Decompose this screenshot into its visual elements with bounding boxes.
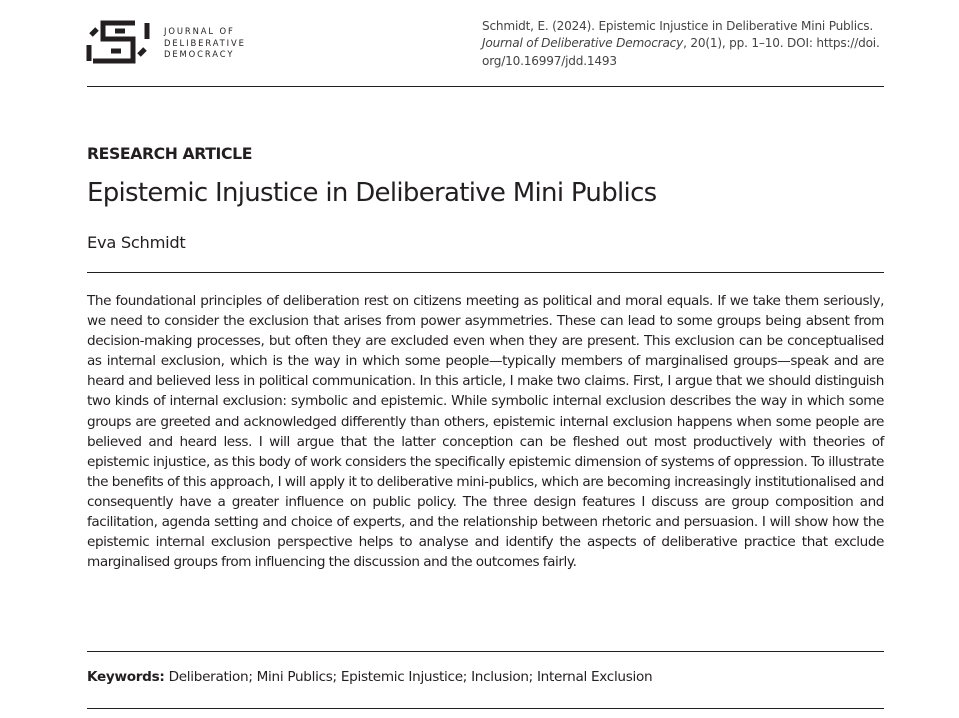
header-divider bbox=[87, 86, 884, 87]
citation bbox=[482, 18, 884, 70]
keywords-label: Keywords: bbox=[87, 669, 165, 685]
journal-header bbox=[87, 16, 884, 71]
author-name: Eva Schmidt bbox=[87, 233, 186, 252]
article-page bbox=[87, 0, 884, 718]
journal-name bbox=[164, 26, 246, 61]
citation-journal-title: Journal of Deliberative Democracy bbox=[482, 36, 684, 51]
abstract: The foundational principles of deliberation rest on citizens meeting as political and moral equals. If we take them seriously, we need to consider the exclusion that arises from power asymmetries. These can lead to some groups being absent from decision-making processes, but often they are excluded even when they are present. This exclusion can be conceptualised as internal exclusion, which is the way in which some people—typically members of marginalised groups—speak and are heard and believed less in political communication. In this article, I make two claims. First, I argue that we should distinguish two kinds of internal exclusion: symbolic and epistemic. While symbolic internal exclusion describes the way in which some groups are greeted and acknowledged differently than others, epistemic internal exclusion happens when some people are believed and heard less. I will argue that the latter conception can be fleshed out most productively with theories of epistemic injustice, as this body of work considers the specifically epistemic dimension of systems of oppression. To illustrate the benefits of this approach, I will apply it to deliberative mini-publics, which are becoming increasingly institutionalised and consequently have a greater influence on public policy. The three design features I discuss are group composition and facilitation, agenda setting and choice of experts, and the relationship between rhetoric and persuasion. I will show how the epistemic internal exclusion perspective helps to analyse and identify the aspects of deliberative practice that exclude marginalised groups from influencing the discussion and the outcomes fairly. bbox=[87, 293, 884, 571]
citation-line-2 bbox=[482, 35, 884, 52]
citation-volume-doi: , 20(1), pp. 1–10. DOI: https://doi. bbox=[683, 36, 880, 51]
article-type: RESEARCH ARTICLE bbox=[87, 144, 253, 163]
keywords-list: Deliberation; Mini Publics; Epistemic Injustice; Inclusion; Internal Exclusion bbox=[168, 669, 653, 685]
divider-top bbox=[87, 272, 884, 273]
jdd-logo-icon bbox=[85, 19, 151, 65]
journal-name-line-1: JOURNAL OF bbox=[164, 26, 235, 36]
citation-line-1: Schmidt, E. (2024). Epistemic Injustice in Deliberative Mini Publics. bbox=[482, 19, 874, 33]
divider-middle bbox=[87, 651, 884, 652]
citation-line-3[interactable]: org/10.16997/jdd.1493 bbox=[482, 53, 617, 68]
journal-name-line-2: DELIBERATIVE bbox=[164, 37, 246, 48]
divider-bottom bbox=[87, 708, 884, 709]
journal-name-line-3: DEMOCRACY bbox=[164, 49, 235, 60]
keywords bbox=[87, 669, 652, 685]
article-title: Epistemic Injustice in Deliberative Mini Publics bbox=[87, 178, 657, 208]
